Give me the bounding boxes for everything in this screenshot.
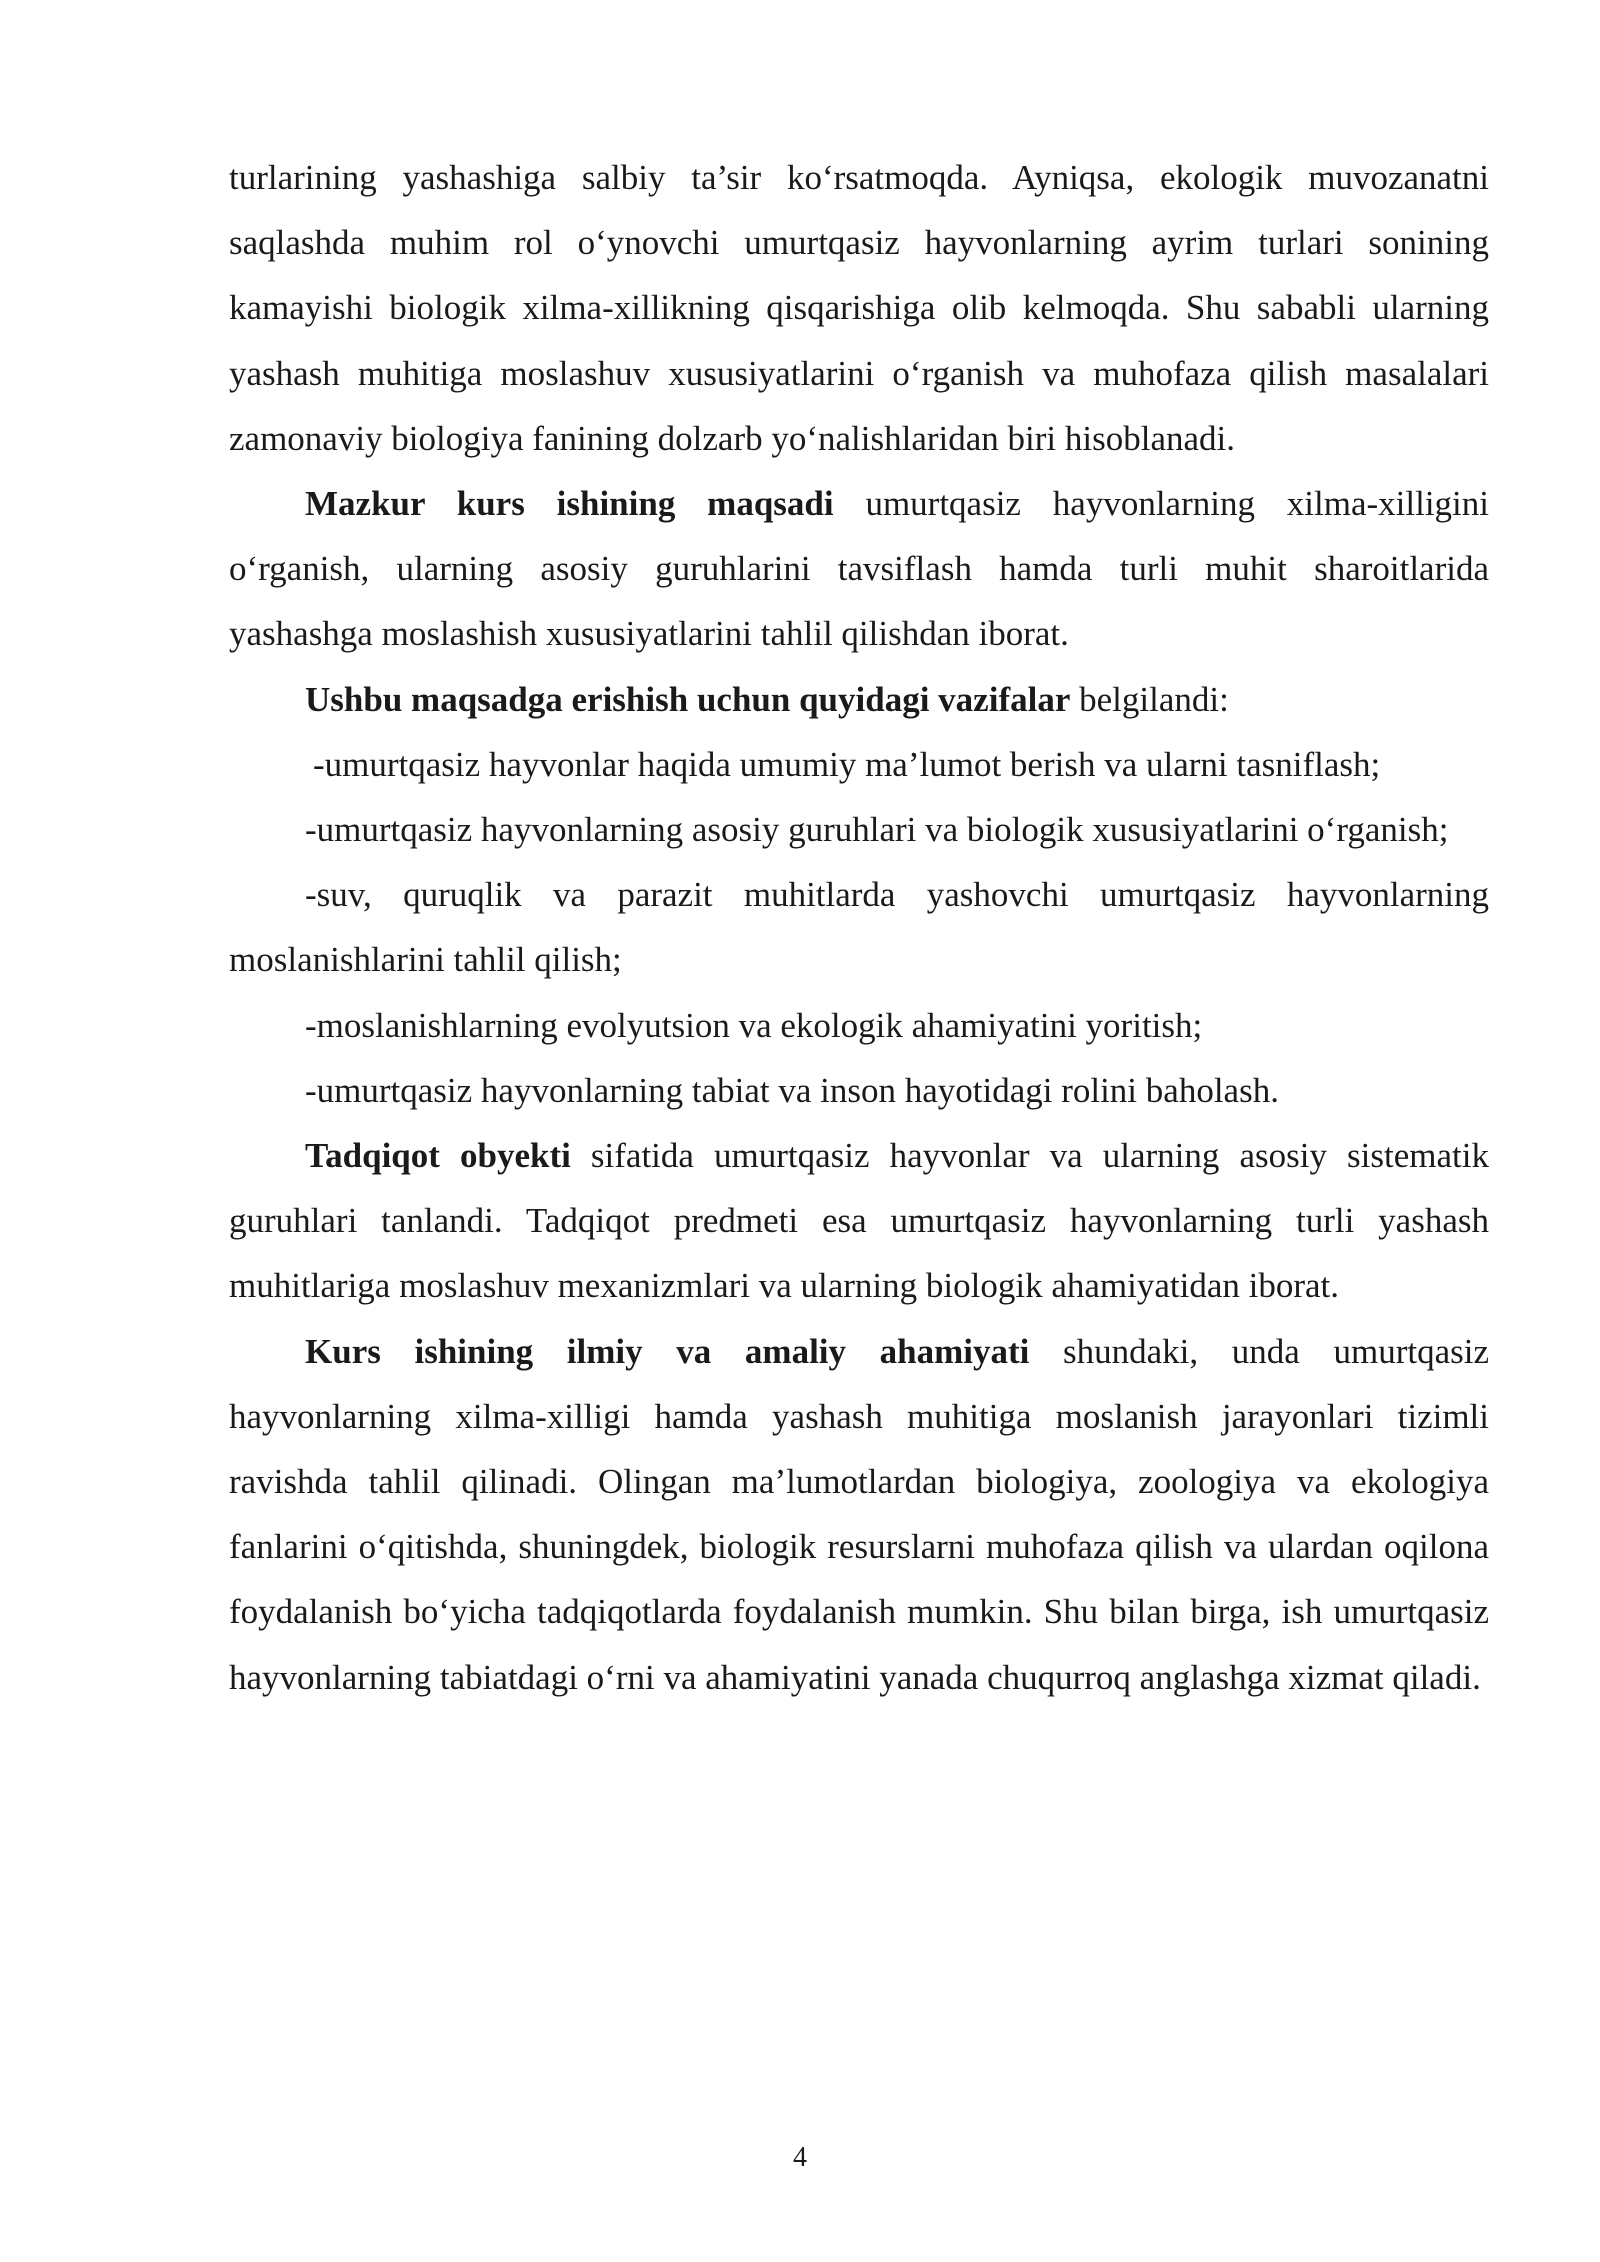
research-object-heading: Tadqiqot obyekti [305, 1136, 571, 1176]
paragraph-significance [229, 1319, 1489, 1710]
document-body [229, 145, 1489, 1710]
task-item-2: -umurtqasiz hayvonlarning asosiy guruhlari va biologik xususiyatlarini o‘rganish; [305, 810, 1449, 850]
paragraph-goal [229, 471, 1489, 667]
significance-heading: Kurs ishining ilmiy va amaliy ahamiyati [305, 1331, 1030, 1371]
tasks-heading: Ushbu maqsadga erishish uchun quyidagi vazifalar [305, 679, 1071, 719]
task-item-3: -suv, quruqlik va parazit muhitlarda yashovchi umurtqasiz hayvonlarning moslanishlarini tahlil qilish; [229, 875, 1489, 980]
goal-heading: Mazkur kurs ishining maqsadi [305, 484, 834, 524]
goal-text: umurtqasiz hayvonlarning xilma-xilligini o‘rganish, ularning asosiy guruhlarini tavsiflash hamda turli muhit sharoitlarida yashashga moslashish xususiyatlarini tahlil qilishdan iborat. [229, 484, 1489, 654]
tasks-intro-text: belgilandi: [1070, 679, 1229, 719]
paragraph-tasks-intro [229, 667, 1489, 732]
significance-text: shundaki, unda umurtqasiz hayvonlarning xilma-xilligi hamda yashash muhitiga moslanish jarayonlari tizimli ravishda tahlil qilinadi. Olingan ma’lumotlardan biologiya, zoologiya va ekologiya fanlarini o‘qitishda, shuningdek, biologik resurslarni muhofaza qilish va ulardan oqilona foydalanish bo‘yicha tadqiqotlarda foydalanish mumkin. Shu bilan birga, ish umurtqasiz hayvonlarning tabiatdagi o‘rni va ahamiyatini yanada chuqurroq anglashga xizmat qiladi. [229, 1331, 1489, 1697]
paragraph-research-object [229, 1123, 1489, 1319]
page-number: 4 [793, 2142, 807, 2173]
task-item-1: -umurtqasiz hayvonlar haqida umumiy ma’lumot berish va ularni tasniflash; [313, 744, 1381, 784]
task-item-4: -moslanishlarning evolyutsion va ekologik ahamiyatini yoritish; [305, 1005, 1203, 1045]
task-item-5: -umurtqasiz hayvonlarning tabiat va inson hayotidagi rolini baholash. [305, 1070, 1279, 1110]
research-object-text: sifatida umurtqasiz hayvonlar va ularning asosiy sistematik guruhlari tanlandi. Tadqiqot predmeti esa umurtqasiz hayvonlarning turli yashash muhitlariga moslashuv mexanizmlari va ularning biologik ahamiyatidan iborat. [229, 1136, 1489, 1306]
paragraph-intro: turlarining yashashiga salbiy ta’sir ko‘rsatmoqda. Ayniqsa, ekologik muvozanatni saqlashda muhim rol o‘ynovchi umurtqasiz hayvonlarning ayrim turlari sonining kamayishi biologik xilma-xillikning qisqarishiga olib kelmoqda. Shu sababli ularning yashash muhitiga moslashuv xususiyatlarini o‘rganish va muhofaza qilish masalalari zamonaviy biologiya fanining dolzarb yo‘nalishlaridan biri hisoblanadi. [229, 158, 1489, 458]
